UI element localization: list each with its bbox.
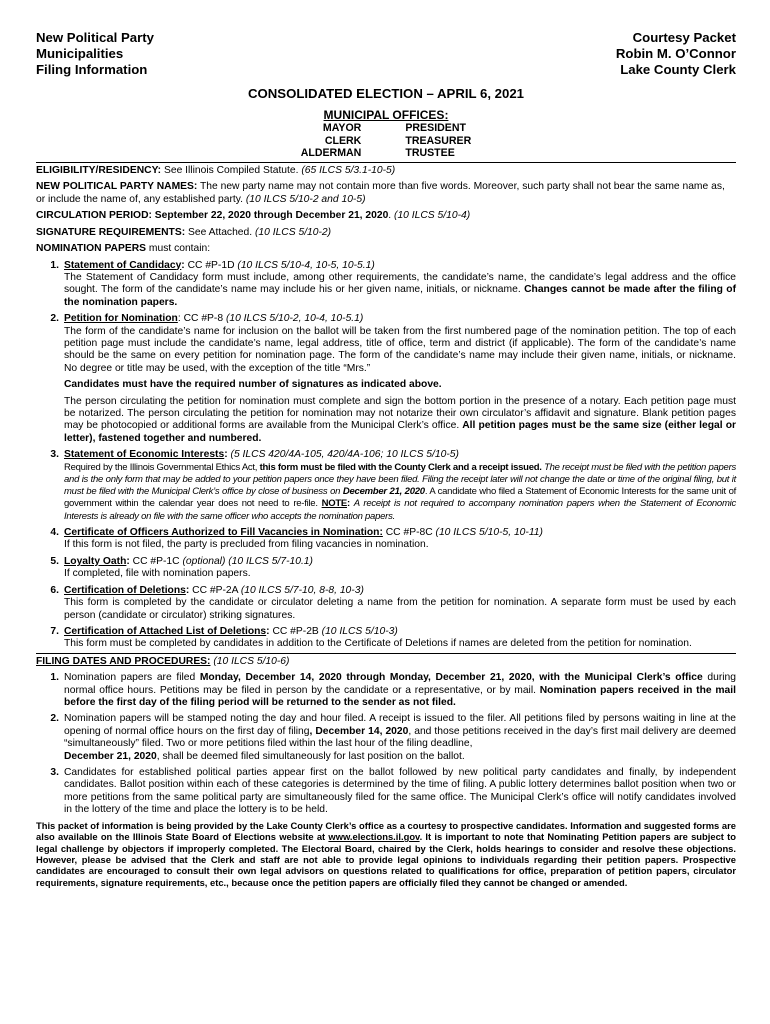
item-number: 3. xyxy=(50,449,59,461)
nomination-papers-list xyxy=(36,260,736,651)
office-name: ALDERMAN xyxy=(300,147,362,159)
document-title: CONSOLIDATED ELECTION – APRIL 6, 2021 xyxy=(247,86,524,101)
item-cite: (5 ILCS 420/4A-105, 420/4A-106; 10 ILCS 5/10-5) xyxy=(230,449,459,461)
list-item xyxy=(36,585,736,622)
list-item xyxy=(36,713,736,763)
list-item xyxy=(36,672,736,709)
filing-item-text xyxy=(64,713,736,763)
office-name: MAYOR xyxy=(322,122,362,134)
item-cite: (10 ILCS 5/10-3) xyxy=(321,625,398,637)
item-title: Statement of Candidacy xyxy=(64,259,182,271)
offices-list xyxy=(36,122,736,160)
footer-text: This packet of information is being provided by the Lake County Clerk’s office as a courtesy to prospective candidates. Information and suggested forms are also available on the Illinois State Board of Elections website at xyxy=(36,819,736,843)
item-colon: : xyxy=(224,449,228,461)
divider xyxy=(36,162,736,163)
list-item xyxy=(36,313,736,445)
item-cite: (10 ILCS 5/10-2, 10-4, 10-5.1) xyxy=(225,313,364,325)
nomination-section xyxy=(36,243,736,256)
item-number: 6. xyxy=(50,584,59,596)
elections-website-link[interactable]: www.elections.il.gov xyxy=(328,831,420,843)
circulation-section xyxy=(36,210,736,223)
text-run: A receipt is not required to accompany nomination papers when the Statement of Economic Interests is already on file with the same officer who accepts the nomination papers. xyxy=(64,498,736,522)
text-run: Required by the Illinois Governmental Ethics Act, xyxy=(64,461,260,473)
eligibility-text: See Illinois Compiled Statute. xyxy=(161,164,302,176)
text-run: The receipt must be filed with the petition papers and is the only form that may be added to your petition papers once they have been filed. Filing the receipt later will not change the date or time of the original filing, but it must be filed with the Municipal Clerk’s office by close of business on xyxy=(64,461,736,498)
item-title: Petition for Nomination xyxy=(64,313,178,325)
item-title: Statement of Economic Interests xyxy=(64,449,225,461)
text-run: Nomination papers are filed xyxy=(64,672,200,684)
filing-item-text xyxy=(64,672,736,709)
circulation-text: . xyxy=(388,210,395,221)
header-left-line: Filing Information xyxy=(36,62,148,77)
signature-text: See Attached. xyxy=(185,226,255,238)
item-number: 2. xyxy=(50,313,59,325)
text-run: Monday, December 14, 2020 through Monday, December 21, 2020, with the Municipal Clerk’s office xyxy=(199,672,703,684)
item-form: CC #P-2B xyxy=(269,625,322,637)
divider xyxy=(36,653,736,654)
office-name: TRUSTEE xyxy=(405,147,455,159)
signature-requirement-note: Candidates must have the required number of signatures as indicated above. xyxy=(64,379,442,391)
text-run: . A candidate who filed a Statement of Economic Interests for the same unit of government within the calendar year does not need to re-file. xyxy=(64,486,736,510)
economic-interests-text xyxy=(64,462,736,523)
item-description: If completed, file with nomination papers. xyxy=(64,568,251,580)
office-name: PRESIDENT xyxy=(405,122,466,134)
item-colon: : xyxy=(266,625,270,637)
circulation-cite: (10 ILCS 5/10-4) xyxy=(394,210,471,221)
list-item xyxy=(36,767,736,817)
item-description: This form is completed by the candidate or circulator deleting a name from the petition for nomination. A separate form must be used by each person (candidate or circulator) striking signatures. xyxy=(64,597,736,621)
party-names-cite: (10 ILCS 5/10-2 and 10-5) xyxy=(245,193,366,205)
item-number: 4. xyxy=(50,527,59,539)
circulator-note xyxy=(64,396,736,446)
text-run: Nomination papers will be stamped noting the day and hour filed. A receipt is issued to the filer. All petitions filed by persons waiting in line at the opening of normal office hours on the first day of filing xyxy=(64,713,736,737)
item-cite: (10 ILCS 5/7-10, 8-8, 10-3) xyxy=(240,584,364,596)
eligibility-cite: (65 ILCS 5/3.1-10-5) xyxy=(301,164,396,176)
party-names-section xyxy=(36,181,736,206)
nomination-label: NOMINATION PAPERS xyxy=(36,243,147,254)
item-number: 1. xyxy=(50,672,59,684)
circulation-label: CIRCULATION PERIOD: September 22, 2020 through December 21, 2020 xyxy=(36,210,389,221)
item-number: 7. xyxy=(50,625,59,637)
item-colon: : xyxy=(177,313,181,325)
header-right-line: Robin M. O’Connor xyxy=(615,46,736,61)
item-form: CC #P-8C xyxy=(382,527,436,539)
document-page xyxy=(36,30,736,888)
header-right-line: Courtesy Packet xyxy=(632,30,736,45)
signature-section xyxy=(36,227,736,240)
item-description-bold: Changes cannot be made after the filing of the nomination papers. xyxy=(64,284,736,308)
item-form: CC #P-2A xyxy=(189,584,241,596)
filing-label: FILING DATES AND PROCEDURES: xyxy=(36,655,211,667)
nomination-text: must contain: xyxy=(146,243,211,254)
eligibility-label: ELIGIBILITY/RESIDENCY: xyxy=(36,164,162,176)
filing-section-title xyxy=(36,656,736,669)
header-right-line: Lake County Clerk xyxy=(620,62,736,77)
circulator-text: The person circulating the petition for nomination must complete and sign the bottom portion in the presence of a notary. Each petition page must be notarized. The person circulating the petition for nomination may not notarize their own circulator’s affidavit and signature. Blank petition pages may be photocopied or additional forms are available from the Municipal Clerk’s office. xyxy=(64,395,736,432)
item-number: 2. xyxy=(50,713,59,725)
text-run: : xyxy=(347,498,354,510)
item-colon: : xyxy=(185,584,190,596)
item-description: This form must be completed by candidates in addition to the Certificate of Deletions if names are deleted from the petition for nomination. xyxy=(64,638,692,650)
signature-cite: (10 ILCS 5/10-2) xyxy=(254,226,332,238)
item-number: 3. xyxy=(50,767,59,779)
office-name: TREASURER xyxy=(405,134,472,147)
header-left xyxy=(36,30,154,78)
text-run: this form must be filed with the County Clerk and a receipt issued. xyxy=(259,461,542,473)
item-description: The form of the candidate’s name for inclusion on the ballot will be taken from the first numbered page of the nomination petition. The top of each petition page must include the candidate’s name, legal address, title of office, term and district (if applicable). The form of the candidate’s name should be the same on every petition for nomination page. The form of the candidate’s name may include their given name, initials, or nickname. No degree or title may be used, with the exception of the title “Mrs.” xyxy=(64,325,736,374)
header-left-line: Municipalities xyxy=(36,46,124,61)
item-colon: : xyxy=(181,259,185,271)
item-description: The Statement of Candidacy form must include, among other requirements, the candidate’s name, the candidate’s legal address and the office sought. The form of the candidate’s name may include his or her given name, initials, or nickname. xyxy=(64,271,736,296)
party-names-text: The new party name may not contain more than five words. Moreover, such party shall not bear the same name as, or include the name of, any established party. xyxy=(36,181,725,205)
text-run: , December 14, 2020 xyxy=(309,725,409,737)
circulator-text-bold: All petition pages must be the same size (either legal or letter), fastened together and numbered. xyxy=(64,420,736,444)
list-item xyxy=(36,260,736,310)
note-label: NOTE xyxy=(321,498,347,510)
text-run: December 21, 2020 xyxy=(342,486,425,498)
item-cite: (10 ILCS 5/10-4, 10-5, 10-5.1) xyxy=(237,259,375,271)
list-item xyxy=(36,449,736,523)
offices-title: MUNICIPAL OFFICES: xyxy=(323,108,449,122)
filing-procedures-list xyxy=(36,672,736,816)
footer-disclaimer xyxy=(36,820,736,888)
text-run: December 21, 2020 xyxy=(64,750,157,762)
item-title: Certification of Deletions xyxy=(64,584,186,596)
text-run: , shall be deemed filed simultaneously for last position on the ballot. xyxy=(156,750,465,762)
party-names-label: NEW POLITICAL PARTY NAMES: xyxy=(36,181,198,192)
item-cite: (optional) (10 ILCS 5/7-10.1) xyxy=(182,555,313,567)
item-form: CC #P-8 xyxy=(180,313,226,325)
page-header xyxy=(36,30,736,78)
item-title: Certificate of Officers Authorized to Fill Vacancies in Nomination: xyxy=(64,527,383,539)
footer-text: . It is important to note that Nominating Petition papers are subject to legal challenge by objectors if improperly completed. The Electoral Board, chaired by the Clerk, holds hearings to consider and resolve these objections. However, please be advised that the Clerk and staff are not able to provide legal opinions to individuals regarding their petition papers. Prospective candidates are encouraged to consult their own legal advisors on questions related to qualifications for office, preparation of petition papers, circulator requirements, signature requirements, etc., because once the petition papers are officially filed they cannot be changed or amended. xyxy=(36,831,736,888)
list-item xyxy=(36,556,736,581)
list-item xyxy=(36,527,736,552)
signature-label: SIGNATURE REQUIREMENTS: xyxy=(36,226,186,238)
text-run: during normal office hours. Petitions may be filed in person by the candidate or a representative, or by mail. xyxy=(64,672,737,696)
item-form: CC #P-1C xyxy=(129,555,183,567)
item-title: Loyalty Oath xyxy=(64,555,127,567)
item-number: 5. xyxy=(50,555,59,567)
item-colon: : xyxy=(126,555,130,567)
item-description: If this form is not filed, the party is precluded from filing vacancies in nomination. xyxy=(64,539,429,551)
filing-item-text: Candidates for established political parties appear first on the ballot followed by new political party candidates and finally, by independent candidates. Ballot position within each of these categories is determined by the time of filing. A public lottery determines ballot position when two or more petitions from the same political party are simultaneously filed for the same office. The Municipal Clerk’s office will notify candidates involved in the lottery of the time and place the lottery is to be held. xyxy=(64,767,736,816)
eligibility-section xyxy=(36,165,736,178)
text-run: Nomination papers received in the mail before the first day of the filing period will be returned to the sender as not filed. xyxy=(64,684,736,709)
office-name: CLERK xyxy=(324,134,362,147)
item-number: 1. xyxy=(50,259,59,271)
item-cite: (10 ILCS 5/10-5, 10-11) xyxy=(435,527,543,539)
filing-cite: (10 ILCS 5/10-6) xyxy=(210,655,290,667)
text-run: , and those petitions received in the day’s first mail delivery are deemed “simultaneously” filed. Two or more petitions filed within the last hour of the filing deadline, xyxy=(64,725,736,750)
item-title: Certification of Attached List of Deletions xyxy=(64,625,267,637)
list-item xyxy=(36,626,736,651)
item-form: CC #P-1D xyxy=(184,259,238,271)
header-right xyxy=(616,30,736,78)
header-left-line: New Political Party xyxy=(36,30,154,45)
